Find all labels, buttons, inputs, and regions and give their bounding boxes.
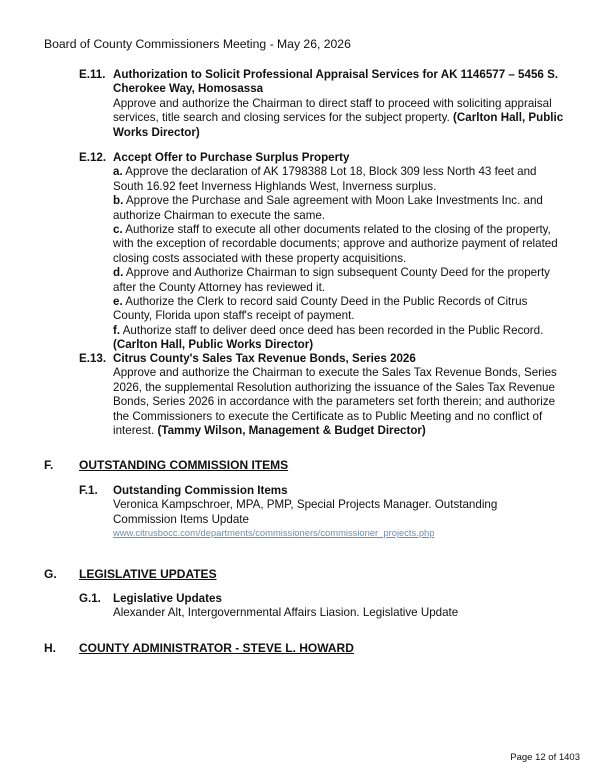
- sub-item-d: d. Approve and Authorize Chairman to sign subsequent County Deed for the property after the County Attorney has reviewed it.: [113, 266, 550, 294]
- item-number: E.13.: [79, 352, 107, 365]
- section-title: LEGISLATIVE UPDATES: [79, 567, 217, 581]
- item-title: Legislative Updates: [113, 592, 222, 605]
- item-title: Authorization to Solicit Professional Appraisal Services for AK 1146577 – 5456 S. Cherokee Way, Homosassa: [113, 68, 559, 96]
- agenda-item-e11: [79, 68, 569, 140]
- item-body: Alexander Alt, Intergovernmental Affairs Liasion. Legislative Update: [113, 606, 459, 620]
- item-title: Outstanding Commission Items: [113, 484, 288, 497]
- section-title: COUNTY ADMINISTRATOR - STEVE L. HOWARD: [79, 641, 354, 655]
- commissioner-projects-link[interactable]: www.citrusbocc.com/departments/commissioners/commissioner_projects.php: [113, 527, 435, 539]
- item-description: Approve and authorize the Chairman to execute the Sales Tax Revenue Bonds, Series 2026, the supplemental Resolution authorizing the issuance of the Sales Tax Revenue Bonds, Series 2026 in accordance with the parameters set forth therein; and authorize the Commissioners to execute the Certificate as to Public Meeting and no conflict of interest.: [113, 366, 557, 438]
- section-letter: F.: [44, 458, 54, 472]
- sub-item-e: e. Authorize the Clerk to record said County Deed in the Public Records of Citrus County, Florida upon staff's receipt of payment.: [113, 295, 528, 323]
- sub-item-f: f. Authorize staff to deliver deed once deed has been recorded in the Public Record. (Carlton Hall, Public Works Director): [113, 323, 544, 352]
- item-number: E.11.: [79, 68, 106, 81]
- agenda-item-f1: [79, 484, 559, 539]
- item-body: [113, 97, 569, 140]
- sub-item-c: c. Authorize staff to execute all other documents related to the closing of the property, with the exception of recordable documents; approve and authorize payment of related closing costs associated with these property acquisitions.: [113, 223, 558, 265]
- section-letter: H.: [44, 641, 56, 655]
- agenda-item-e13: [79, 352, 569, 438]
- section-title: OUTSTANDING COMMISSION ITEMS: [79, 458, 289, 472]
- item-title: Accept Offer to Purchase Surplus Property: [113, 151, 350, 164]
- item-owner: (Carlton Hall, Public Works Director): [113, 111, 564, 139]
- page-number: Page 12 of 1403: [510, 752, 580, 763]
- item-body: [113, 366, 569, 438]
- sub-item-b: b. Approve the Purchase and Sale agreement with Moon Lake Investments Inc. and authorize Chairman to execute the same.: [113, 194, 543, 222]
- item-number: G.1.: [79, 592, 101, 605]
- item-title: Citrus County's Sales Tax Revenue Bonds, Series 2026: [113, 352, 416, 365]
- section-letter: G.: [44, 567, 57, 581]
- item-owner: (Tammy Wilson, Management & Budget Director): [157, 424, 426, 438]
- item-owner: (Carlton Hall, Public Works Director): [113, 338, 314, 352]
- item-number: F.1.: [79, 484, 98, 497]
- item-description: Approve and authorize the Chairman to direct staff to proceed with soliciting appraisal services, title search and closing services for the subject property.: [113, 96, 552, 125]
- sub-item-a: a. Approve the declaration of AK 1798388 Lot 18, Block 309 less North 43 feet and South 16.92 feet Inverness Highlands West, Inverness surplus.: [113, 165, 537, 193]
- item-number: E.12.: [79, 151, 107, 164]
- item-body: [113, 165, 569, 352]
- agenda-item-e12: [79, 151, 569, 353]
- meeting-header: Board of County Commissioners Meeting - May 26, 2026: [44, 37, 351, 51]
- item-body: Veronica Kampschroer, MPA, PMP, Special Projects Manager. Outstanding Commission Items Update: [113, 498, 498, 526]
- agenda-item-g1: [79, 592, 559, 621]
